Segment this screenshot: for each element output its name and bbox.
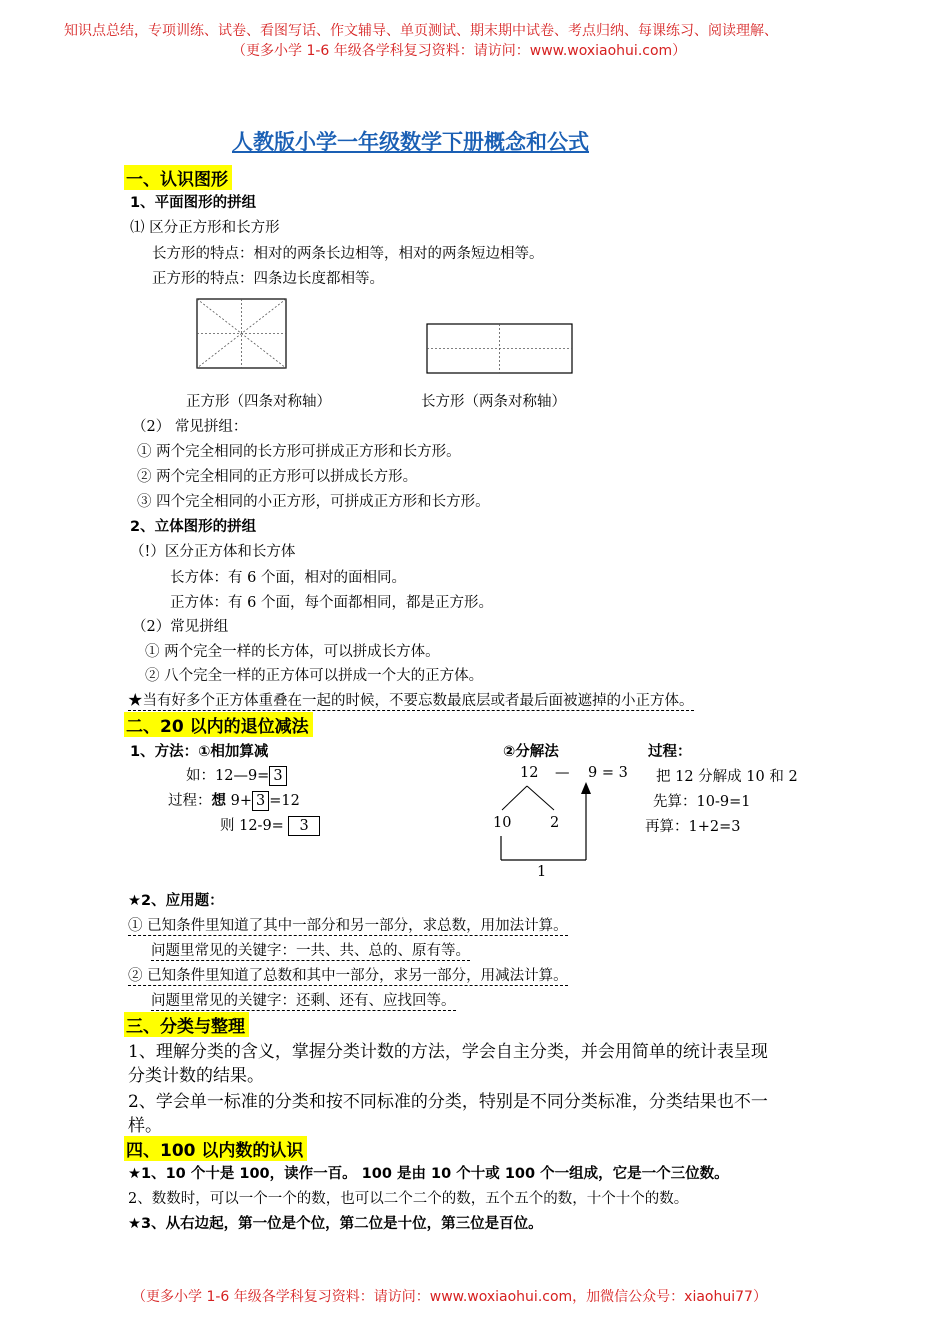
numbers-line-1: ★1、10 个十是 100，读作一百。 100 是由 10 个十或 100 个一组成，它是一个三位数。	[128, 1166, 729, 1182]
header-line-1: 知识点总结，专项训练、试卷、看图写话、作文辅导、单页测试、期末期中试卷、考点归纳、每课练习、阅读理解、	[64, 23, 778, 39]
section-heading-subtraction: 二、20 以内的退位减法	[124, 712, 313, 737]
then-expression: 则 12-9=	[220, 818, 284, 834]
header-line-2: （更多小学 1-6 年级各学科复习资料：请访问：www.woxiaohui.com）	[232, 43, 687, 59]
think-label: 想	[211, 793, 226, 809]
numbers-line-3: ★3、从右边起，第一位是个位，第二位是十位，第三位是百位。	[128, 1216, 543, 1232]
process2-label: 过程：	[648, 744, 692, 760]
example-line	[186, 764, 287, 786]
process-label: 过程：	[168, 793, 212, 809]
footer: （更多小学 1-6 年级各学科复习资料：请访问：www.woxiaohui.com，加微信公众号：xiaohui77）	[132, 1289, 767, 1305]
cube-feature: 正方体：有 6 个面，每个面都相同，都是正方形。	[170, 595, 493, 611]
eq-12: 12	[520, 765, 539, 781]
subheading-solid-shapes: 2、立体图形的拼组	[130, 519, 257, 535]
answer-box: 3	[288, 816, 319, 836]
subheading-plane-shapes: 1、平面图形的拼组	[130, 195, 257, 211]
list-item: ① 两个完全一样的长方体，可以拼成长方体。	[145, 644, 440, 660]
section-heading-numbers: 四、100 以内数的认识	[124, 1136, 307, 1161]
apply-keywords: 问题里常见的关键字：一共、共、总的、原有等。	[151, 939, 470, 961]
method2-label: ②分解法	[503, 744, 559, 760]
apply-item: ② 已知条件里知道了总数和其中一部分，求另一部分，用减法计算。	[128, 964, 568, 986]
rect-caption: 长方形（两条对称轴）	[421, 394, 566, 410]
para-distinguish-solids: （!）区分正方体和长方体	[130, 544, 296, 560]
eq-minus: —	[555, 765, 570, 781]
answer-box: 3	[269, 766, 286, 786]
answer-box: 3	[252, 791, 269, 811]
process-line	[168, 789, 300, 811]
split-2: 2	[550, 815, 560, 831]
apply-keywords: 问题里常见的关键字：还剩、还有、应找回等。	[151, 989, 456, 1011]
classification-para-1b: 分类计数的结果。	[128, 1066, 264, 1086]
think-expression: 9+	[230, 793, 252, 809]
apply-label: ★2、应用题：	[128, 893, 224, 909]
section-heading-classification: 三、分类与整理	[124, 1012, 249, 1037]
classification-para-1a: 1、理解分类的含义，掌握分类计数的方法，学会自主分类，并会用简单的统计表呈现	[128, 1042, 768, 1062]
example-expression: 如：12—9=	[186, 768, 270, 784]
classification-para-2a: 2、学会单一标准的分类和按不同标准的分类，特别是不同分类标准，分类结果也不一	[128, 1092, 768, 1112]
square-diagram	[196, 298, 288, 370]
classification-para-2b: 样。	[128, 1116, 162, 1136]
bottom-1: 1	[537, 864, 547, 880]
list-item: ② 八个完全一样的正方体可以拼成一个大的正方体。	[145, 668, 484, 684]
list-item: ① 两个完全相同的长方形可拼成正方形和长方形。	[137, 444, 461, 460]
step-2: 先算：10-9=1	[653, 794, 751, 810]
para-distinguish: ⑴ 区分正方形和长方形	[130, 220, 280, 236]
split-10: 10	[493, 815, 512, 831]
think-result: =12	[269, 793, 300, 809]
method-label: 1、方法：①相加算减	[130, 744, 269, 760]
list-item: ③ 四个完全相同的小正方形，可拼成正方形和长方形。	[137, 494, 490, 510]
rectangle-diagram	[426, 323, 574, 375]
square-caption: 正方形（四条对称轴）	[186, 394, 331, 410]
star-note: ★当有好多个正方体重叠在一起的时候，不要忘数最底层或者最后面被遮掉的小正方体。	[128, 689, 694, 711]
numbers-line-2: 2、数数时，可以一个一个的数，也可以二个二个的数，五个五个的数，十个十个的数。	[128, 1191, 689, 1207]
cuboid-feature: 长方体：有 6 个面，相对的面相同。	[170, 570, 406, 586]
page-title: 人教版小学一年级数学下册概念和公式	[232, 130, 589, 154]
para-common-combos: （2） 常见拼组：	[132, 419, 248, 435]
para-common-combos-solid: （2）常见拼组	[132, 619, 229, 635]
step-1: 把 12 分解成 10 和 2	[656, 769, 798, 785]
list-item: ② 两个完全相同的正方形可以拼成长方形。	[137, 469, 418, 485]
eq-rest: 9 = 3	[588, 765, 628, 781]
apply-item: ① 已知条件里知道了其中一部分和另一部分，求总数，用加法计算。	[128, 914, 568, 936]
then-line	[220, 814, 320, 836]
rect-feature: 长方形的特点：相对的两条长边相等，相对的两条短边相等。	[152, 246, 544, 262]
section-heading-shapes: 一、认识图形	[124, 165, 232, 190]
square-feature: 正方形的特点：四条边长度都相等。	[152, 271, 384, 287]
step-3: 再算：1+2=3	[645, 819, 741, 835]
